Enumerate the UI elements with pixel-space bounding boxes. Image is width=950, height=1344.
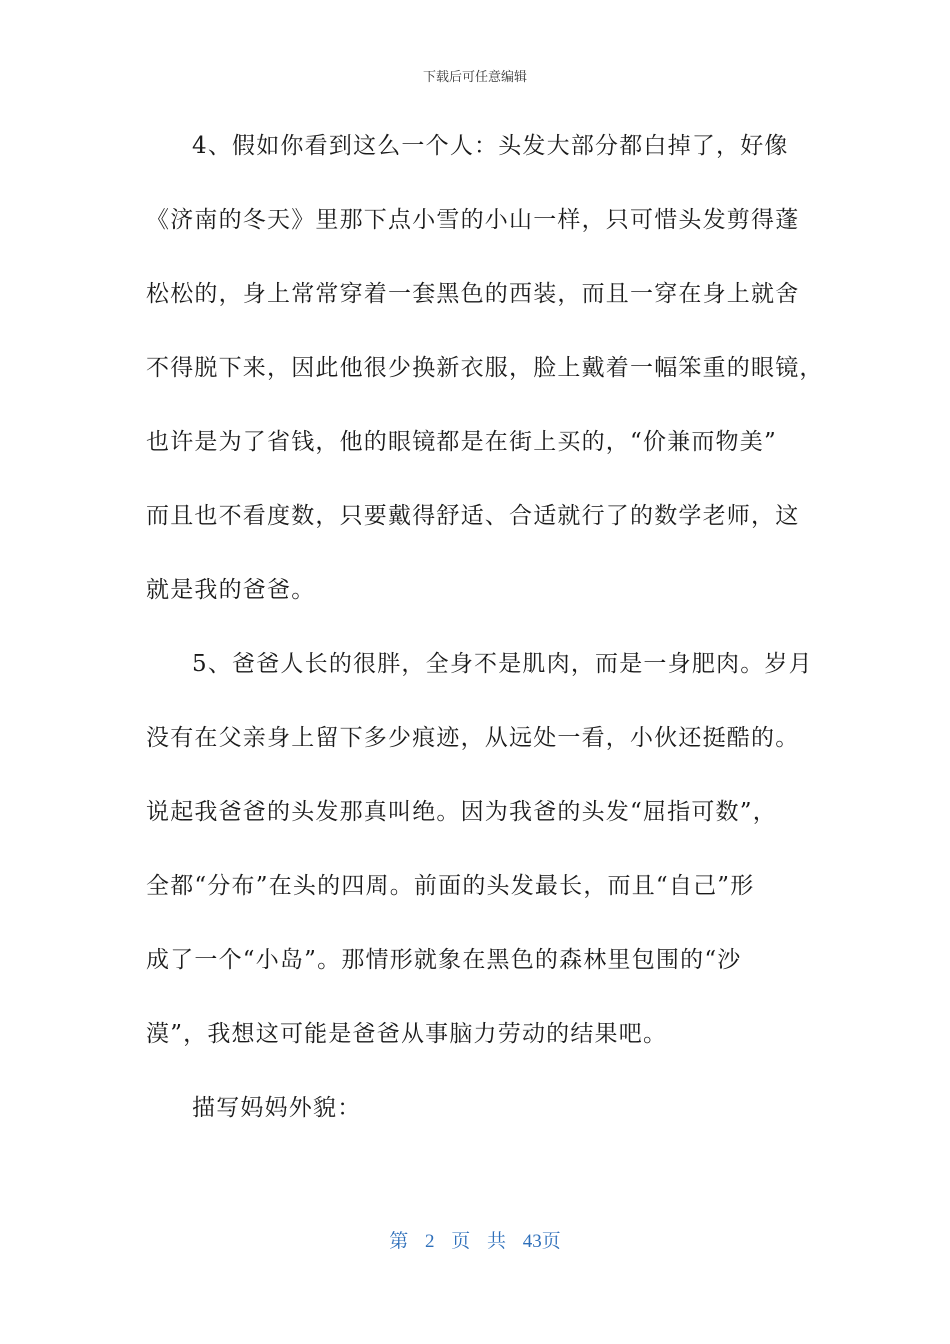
page-total-prefix: 共 (487, 1231, 507, 1252)
page-current: 2 (424, 1231, 435, 1252)
paragraph-4-line-3: 松松的，身上常常穿着一套黑色的西装，而且一穿在身上就舍 (146, 281, 800, 307)
paragraph-4-line-6: 而且也不看度数，只要戴得舒适、合适就行了的数学老师，这 (146, 503, 800, 529)
paragraph-5-line-3: 说起我爸爸的头发那真叫绝。因为我爸的头发“屈指可数”， (146, 799, 777, 825)
paragraph-4-line-5: 也许是为了省钱，他的眼镜都是在街上买的，“价兼而物美” (146, 429, 777, 455)
page-header-note: 下载后可任意编辑 (422, 70, 527, 85)
paragraph-4-line-4: 不得脱下来，因此他很少换新衣服，脸上戴着一幅笨重的眼镜， (146, 355, 824, 381)
page-total: 43页 (522, 1231, 561, 1252)
page-prefix: 第 (389, 1231, 409, 1252)
paragraph-5-line-5: 成了一个“小岛”。那情形就象在黑色的森林里包围的“沙 (146, 947, 742, 973)
paragraph-4-line-2: 《济南的冬天》里那下点小雪的小山一样，只可惜头发剪得蓬 (146, 207, 800, 233)
document-body (146, 124, 824, 1160)
paragraph-5-line-6: 漠”，我想这可能是爸爸从事脑力劳动的结果吧。 (146, 1021, 668, 1047)
section-heading-mother-appearance: 描写妈妈外貌： (192, 1095, 362, 1121)
paragraph-4-line-7: 就是我的爸爸。 (146, 577, 316, 603)
page-mid: 页 (451, 1231, 471, 1252)
paragraph-4-line-1: 4、假如你看到这么一个人：头发大部分都白掉了，好像 (192, 133, 789, 159)
page-footer-pagination (0, 1226, 950, 1253)
paragraph-5-line-4: 全都“分布”在头的四周。前面的头发最长，而且“自己”形 (146, 873, 755, 899)
paragraph-5-line-1: 5、爸爸人长的很胖，全身不是肌肉，而是一身肥肉。岁月 (192, 651, 813, 677)
paragraph-5-line-2: 没有在父亲身上留下多少痕迹，从远处一看，小伙还挺酷的。 (146, 725, 800, 751)
